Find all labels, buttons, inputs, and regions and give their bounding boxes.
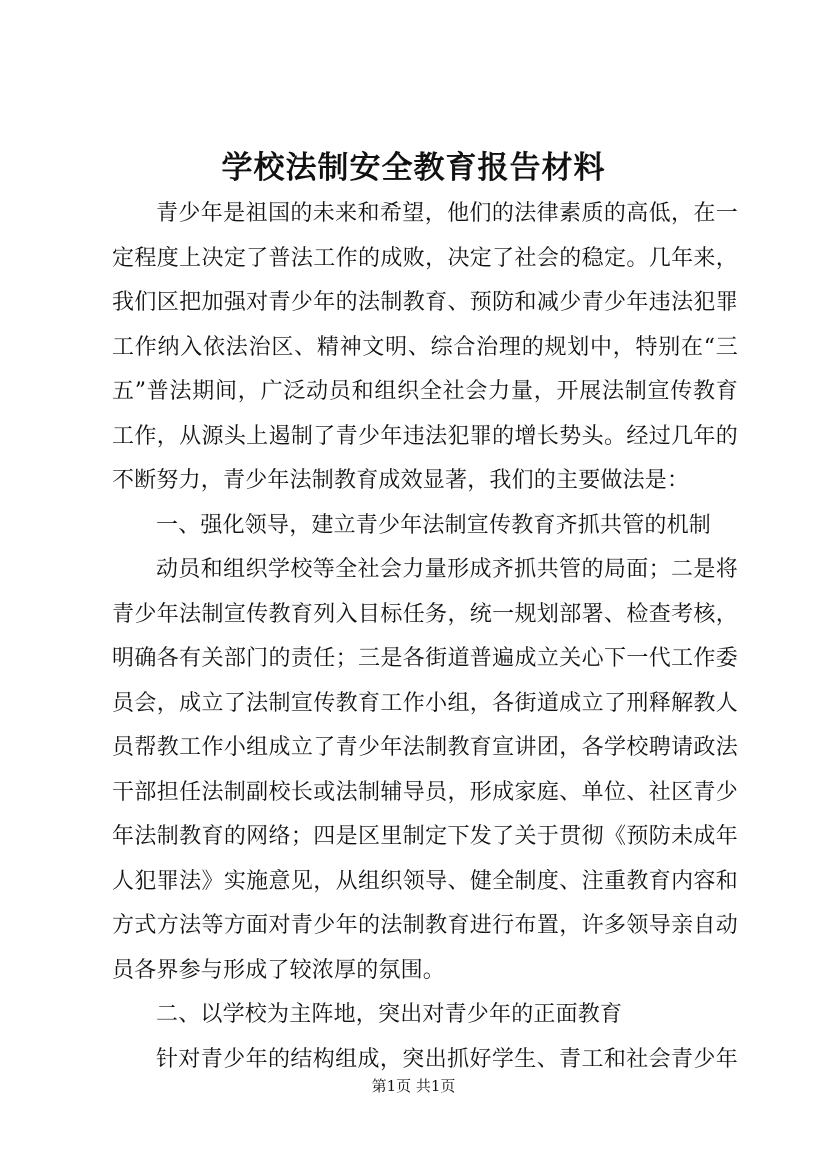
paragraph-line: 青少年是祖国的未来和希望，他们的法律素质的高低，在一 (156, 201, 738, 226)
paragraph-line: 我们区把加强对青少年的法制教育、预防和减少青少年违法犯罪 (112, 290, 738, 315)
paragraph-line: 不断努力，青少年法制教育成效显著，我们的主要做法是： (112, 468, 690, 493)
paragraph-line: 工作纳入依法治区、精神文明、综合治理的规划中，特别在“三 (112, 334, 738, 360)
paragraph-line: 工作，从源头上遏制了青少年违法犯罪的增长势头。经过几年的 (112, 423, 738, 449)
section-heading: 一、强化领导，建立青少年法制宣传教育齐抓共管的机制 (156, 512, 712, 538)
paragraph-line: 定程度上决定了普法工作的成败，决定了社会的稳定。几年来， (112, 245, 738, 271)
paragraph-line: 员帮教工作小组成立了青少年法制教育宣讲团，各学校聘请政法 (112, 735, 738, 760)
paragraph-line: 明确各有关部门的责任；三是各街道普遍成立关心下一代工作委 (112, 646, 738, 671)
paragraph-line: 员各界参与形成了较浓厚的氛围。 (112, 957, 446, 983)
section-heading: 二、以学校为主阵地，突出对青少年的正面教育 (156, 1002, 623, 1027)
paragraph-line: 年法制教育的网络；四是区里制定下发了关于贯彻《预防未成年 (112, 824, 738, 849)
paragraph-line: 方式方法等方面对青少年的法制教育进行布置，许多领导亲自动 (112, 913, 738, 938)
paragraph-line: 人犯罪法》实施意见，从组织领导、健全制度、注重教育内容和 (112, 868, 738, 894)
paragraph-line: 员会，成立了法制宣传教育工作小组，各街道成立了刑释解教人 (112, 690, 738, 716)
paragraph-line: 干部担任法制副校长或法制辅导员，形成家庭、单位、社区青少 (112, 779, 738, 805)
document-body (112, 192, 738, 1082)
document-title: 学校法制安全教育报告材料 (221, 150, 606, 186)
page-number-footer: 第1页 共1页 (371, 1077, 456, 1095)
paragraph-line: 针对青少年的结构组成，突出抓好学生、青工和社会青少年 (156, 1046, 738, 1072)
paragraph-line: 动员和组织学校等全社会力量形成齐抓共管的局面；二是将 (156, 557, 738, 582)
paragraph-line: 青少年法制宣传教育列入目标任务，统一规划部署、检查考核， (112, 601, 738, 627)
paragraph-line: 五”普法期间，广泛动员和组织全社会力量，开展法制宣传教育 (112, 379, 738, 404)
